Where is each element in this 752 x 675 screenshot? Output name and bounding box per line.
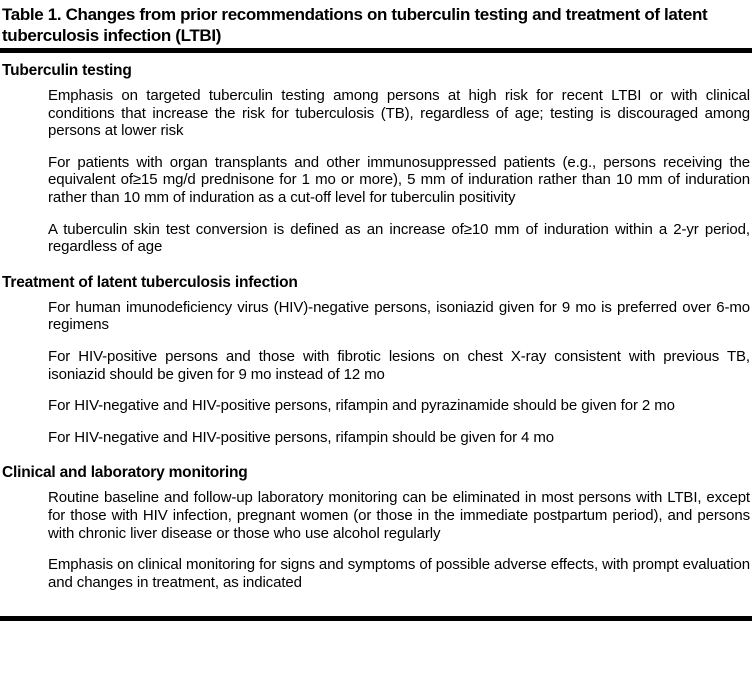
table-title: Table 1. Changes from prior recommendations on tuberculin testing and treatment of latent tuberculosis infection (LTBI)	[2, 5, 708, 45]
section-heading-tuberculin-testing: Tuberculin testing	[2, 62, 132, 79]
section-heading-treatment-ltbi: Treatment of latent tuberculosis infection	[2, 273, 298, 291]
table-entry: A tuberculin skin test conversion is defined as an increase of≥10 mm of induration within a 2-yr period, regardless of age	[48, 220, 750, 256]
table-entry: Emphasis on clinical monitoring for signs and symptoms of possible adverse effects, with prompt evaluation and changes in treatment, as indicated	[48, 556, 750, 591]
table-entry: For patients with organ transplants and other immunosuppressed patients (e.g., persons receiving the equivalent of≥15 mg/d prednisone for 1 mo or more), 5 mm of induration rather than 10 mm of induration rather than 10 mm of induration as a cut-off level for tuberculin positivity	[48, 153, 750, 206]
table-entry: For HIV-negative and HIV-positive persons, rifampin should be given for 4 mo	[48, 428, 554, 446]
section-tuberculin-testing	[0, 62, 752, 256]
section-treatment-ltbi	[0, 274, 752, 447]
table-entry: Routine baseline and follow-up laboratory monitoring can be eliminated in most persons with LTBI, except for those with HIV infection, pregnant women (or those in the immediate postpartum period), and persons with chronic liver disease or those who use alcohol regularly	[48, 489, 750, 542]
section-clinical-lab-monitoring	[0, 464, 752, 591]
table-entry: For HIV-negative and HIV-positive persons, rifampin and pyrazinamide should be given for 2 mo	[48, 397, 675, 415]
table-entry: For HIV-positive persons and those with fibrotic lesions on chest X-ray consistent with previous TB, isoniazid should be given for 9 mo instead of 12 mo	[48, 347, 750, 383]
top-rule	[0, 48, 752, 53]
bottom-rule	[0, 616, 752, 621]
section-heading-clinical-lab-monitoring: Clinical and laboratory monitoring	[2, 464, 248, 482]
table-entry: Emphasis on targeted tuberculin testing among persons at high risk for recent LTBI or with clinical conditions that increase the risk for tuberculosis (TB), regardless of age; testing is discouraged among persons at lower risk	[48, 87, 750, 140]
table-entry: For human imunodeficiency virus (HIV)-negative persons, isoniazid given for 9 mo is preferred over 6-mo regimens	[48, 298, 750, 334]
